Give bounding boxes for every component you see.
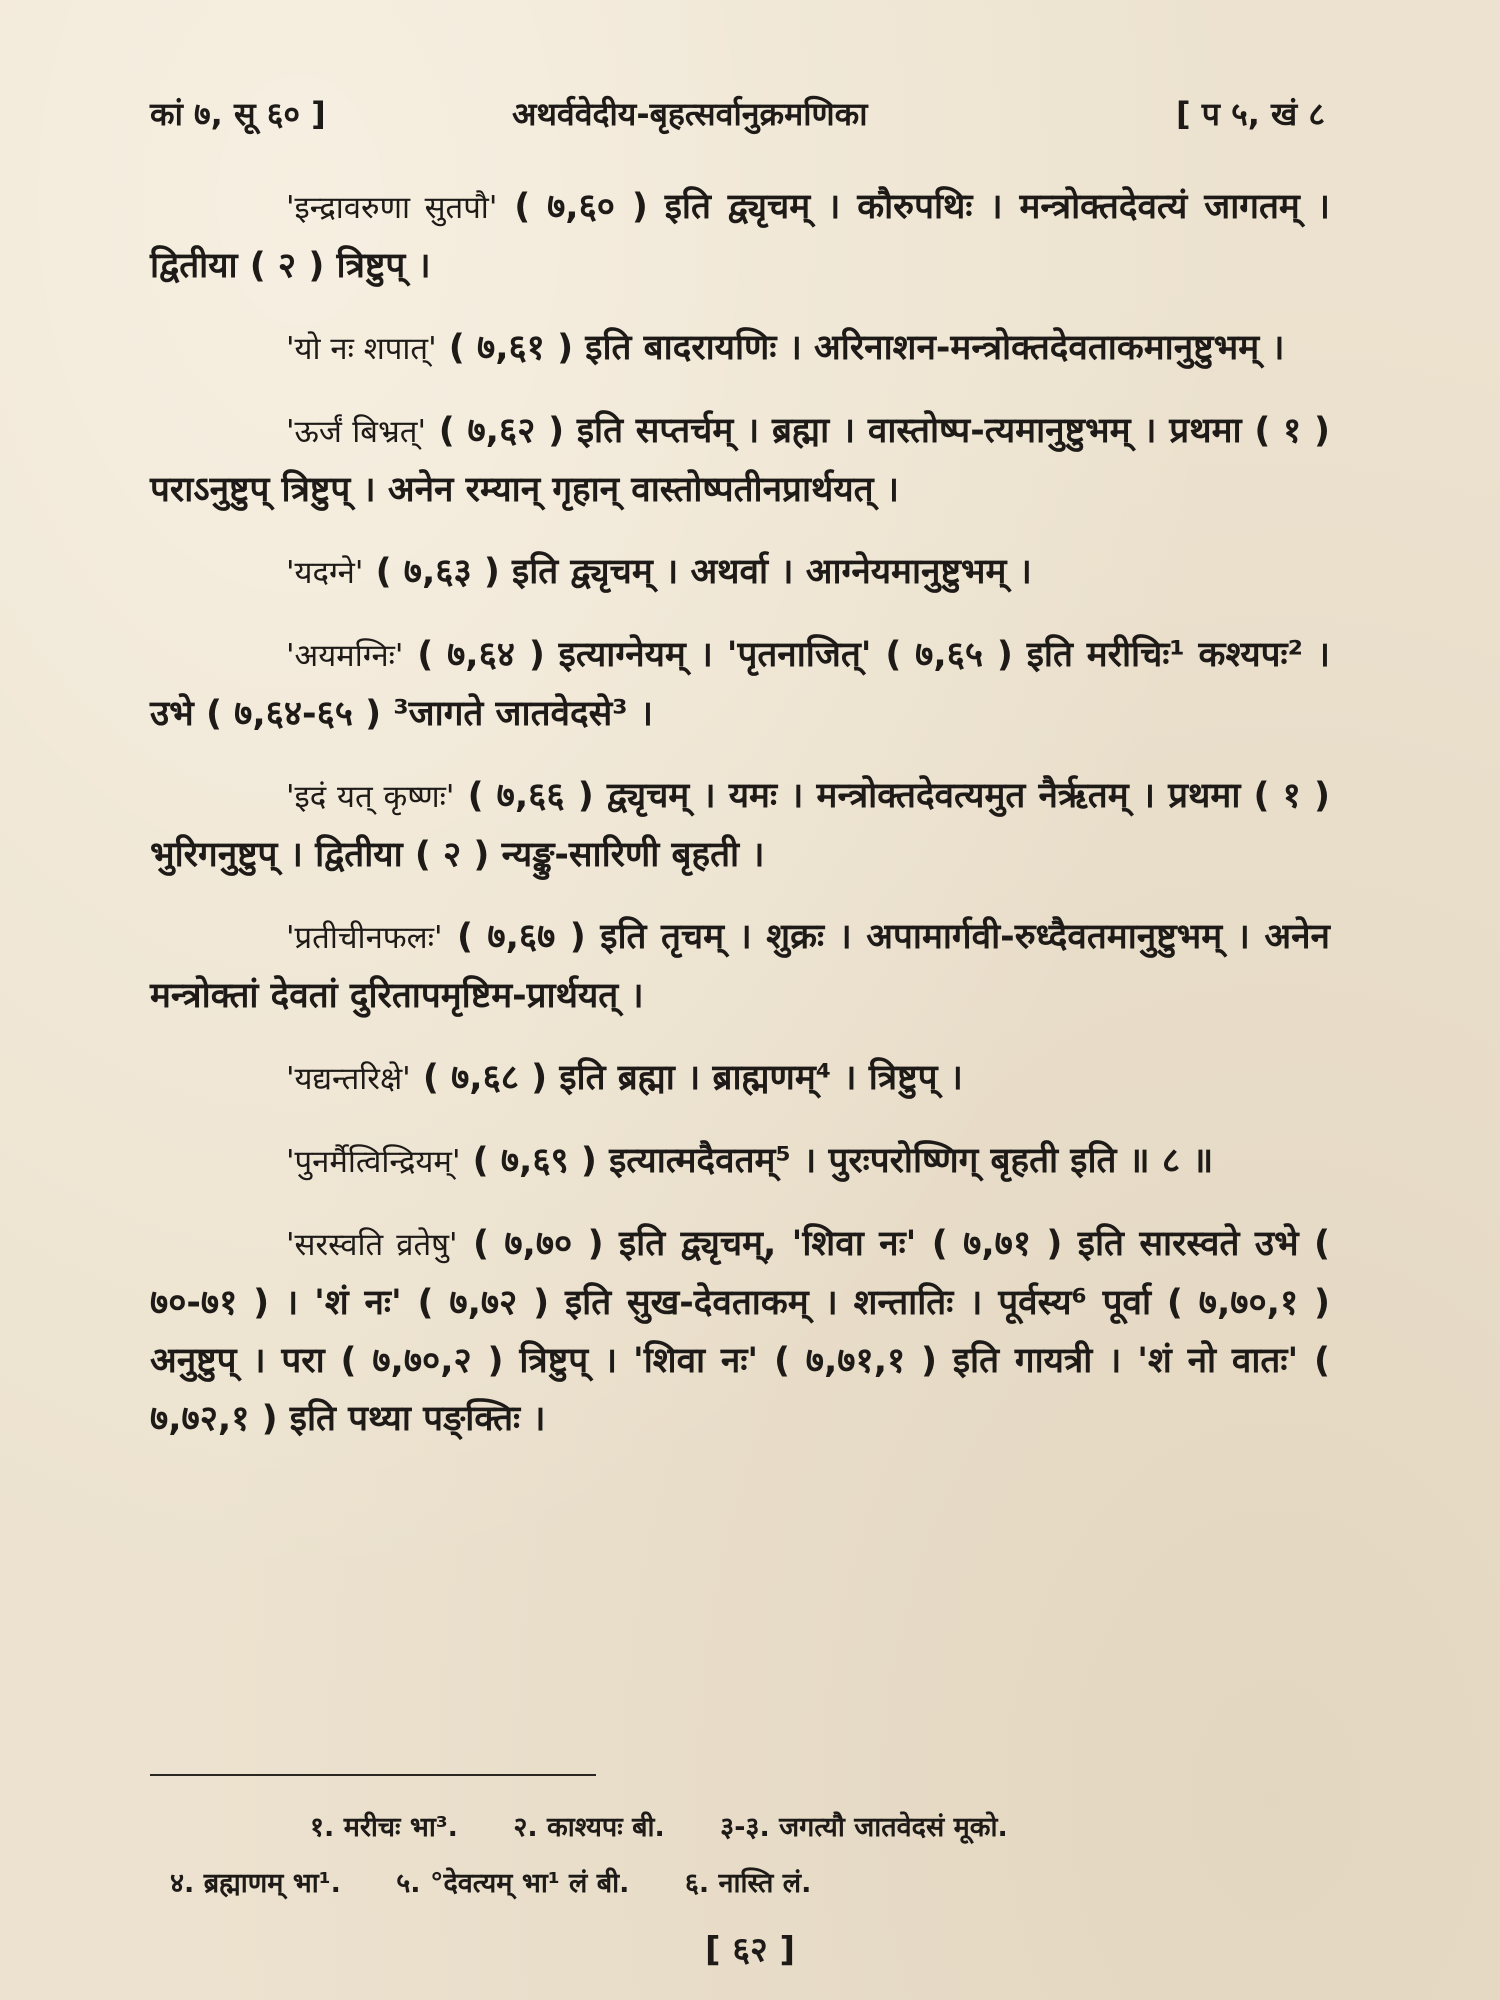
paragraph-quote: 'प्रतीचीनफलः' xyxy=(286,920,443,956)
footnote-line xyxy=(170,1800,1330,1856)
footnote-item: २. काश्यपः बी. xyxy=(513,1812,665,1843)
paragraph-quote: 'इदं यत् कृष्णः' xyxy=(286,779,455,815)
paragraph-text: ( ७,६१ ) इति बादरायणिः । अरिनाशन-मन्त्रोक्तदेवताकमानुष्टुभम् । xyxy=(436,328,1285,368)
paragraph-text: ( ७,६० ) इति द्व्यृचम् । कौरुपथिः । मन्त्रोक्तदेवत्यं जागतम् । द्वितीया ( २ ) त्रिष्टुप् । xyxy=(150,187,1330,286)
footnote-line xyxy=(170,1856,1330,1912)
header-right-reference: [ प ५, खं ८ xyxy=(1176,95,1325,133)
paragraph-quote: 'सरस्वति व्रतेषु' xyxy=(286,1227,458,1263)
paragraph-quote: 'पुनर्मैत्विन्द्रियम्' xyxy=(286,1144,461,1180)
paragraph-quote: 'यदग्ने' xyxy=(286,555,364,591)
paragraph-text: ( ७,६६ ) द्व्यृचम् । यमः । मन्त्रोक्तदेवत्यमुत नैर्ऋतम् । प्रथमा ( १ ) भुरिगनुष्टुप् । द्वितीया ( २ ) न्यङ्कु-सारिणी बृहती । xyxy=(150,776,1330,875)
paragraph xyxy=(150,767,1330,884)
paragraph-text: ( ७,६९ ) इत्यात्मदैवतम्⁵ । पुरःपरोष्णिग् बृहती इति ॥ ८ ॥ xyxy=(460,1141,1214,1181)
paragraph xyxy=(150,543,1330,602)
paragraph-text: ( ७,६३ ) इति द्व्यृचम् । अथर्वा । आग्नेयमानुष्टुभम् । xyxy=(363,552,1032,592)
footnote-item: ४. ब्रह्माणम् भा¹. xyxy=(170,1868,341,1899)
header-title: अथर्ववेदीय-बृहत्सर्वानुक्रमणिका xyxy=(512,95,868,133)
paragraph-quote: 'अयमग्निः' xyxy=(286,638,404,674)
paragraph-quote: 'यो नः शपात्' xyxy=(286,331,437,367)
paragraph-text: ( ७,७० ) इति द्व्यृचम्, 'शिवा नः' ( ७,७१ ) इति सारस्वते उभे ( ७०-७१ ) । 'शं नः' ( ७,७२ ) इति सुख-देवताकम् । शन्तातिः । पूर्वस्य⁶ पूर्वा ( ७,७०,१ ) अनुष्टुप् । परा ( ७,७०,२ ) त्रिष्टुप् । 'शिवा नः' ( ७,७१,१ ) इति गायत्री । 'शं नो वातः' ( ७,७२,१ ) इति पथ्या पङ्क्तिः । xyxy=(150,1224,1330,1439)
footnotes xyxy=(170,1800,1330,1912)
paragraph-text: ( ७,६८ ) इति ब्रह्मा । ब्राह्मणम्⁴ । त्रिष्टुप् । xyxy=(410,1058,963,1098)
footnote-divider xyxy=(150,1774,596,1776)
paragraph xyxy=(150,1132,1330,1191)
paragraph-text: ( ७,६२ ) इति सप्तर्चम् । ब्रह्मा । वास्तोष्प-त्यमानुष्टुभम् । प्रथमा ( १ ) पराऽनुष्टुप् त्रिष्टुप् । अनेन रम्यान् गृहान् वास्तोष्पतीनप्रार्थयत् । xyxy=(150,411,1330,510)
paragraph xyxy=(150,402,1330,519)
paragraph-quote: 'इन्द्रावरुणा सुतपौ' xyxy=(286,190,498,226)
header-left-reference: कां ७, सू ६० ] xyxy=(150,95,326,133)
page-number: [ ६२ ] xyxy=(704,1930,796,1970)
footnote-item: ६. नास्ति लं. xyxy=(684,1868,812,1899)
footnote-item: ५. °देवत्यम् भा¹ लं बी. xyxy=(396,1868,630,1899)
paragraph xyxy=(150,1049,1330,1108)
paragraph xyxy=(150,908,1330,1025)
paragraph xyxy=(150,626,1330,743)
paragraph xyxy=(150,178,1330,295)
paragraph-quote: 'ऊर्जं बिभ्रत्' xyxy=(286,414,426,450)
paragraph-text: ( ७,६७ ) इति तृचम् । शुक्रः । अपामार्गवी-रुध्दैवतमानुष्टुभम् । अनेन मन्त्रोक्तां देवतां दुरितापमृष्टिम-प्रार्थयत् । xyxy=(150,917,1330,1016)
paragraph-quote: 'यद्यन्तरिक्षे' xyxy=(286,1061,411,1097)
main-text xyxy=(150,178,1330,1472)
paragraph xyxy=(150,319,1330,378)
paragraph-text: ( ७,६४ ) इत्याग्नेयम् । 'पृतनाजित्' ( ७,६५ ) इति मरीचिः¹ कश्यपः² । उभे ( ७,६४-६५ ) ³जागते जातवेदसे³ । xyxy=(150,635,1330,734)
paragraph xyxy=(150,1215,1330,1448)
footnote-item: ३-३. जगत्यौ जातवेदसं मूको. xyxy=(720,1812,1008,1843)
page-header xyxy=(150,92,1325,142)
footnote-item: १. मरीचः भा³. xyxy=(310,1812,458,1843)
